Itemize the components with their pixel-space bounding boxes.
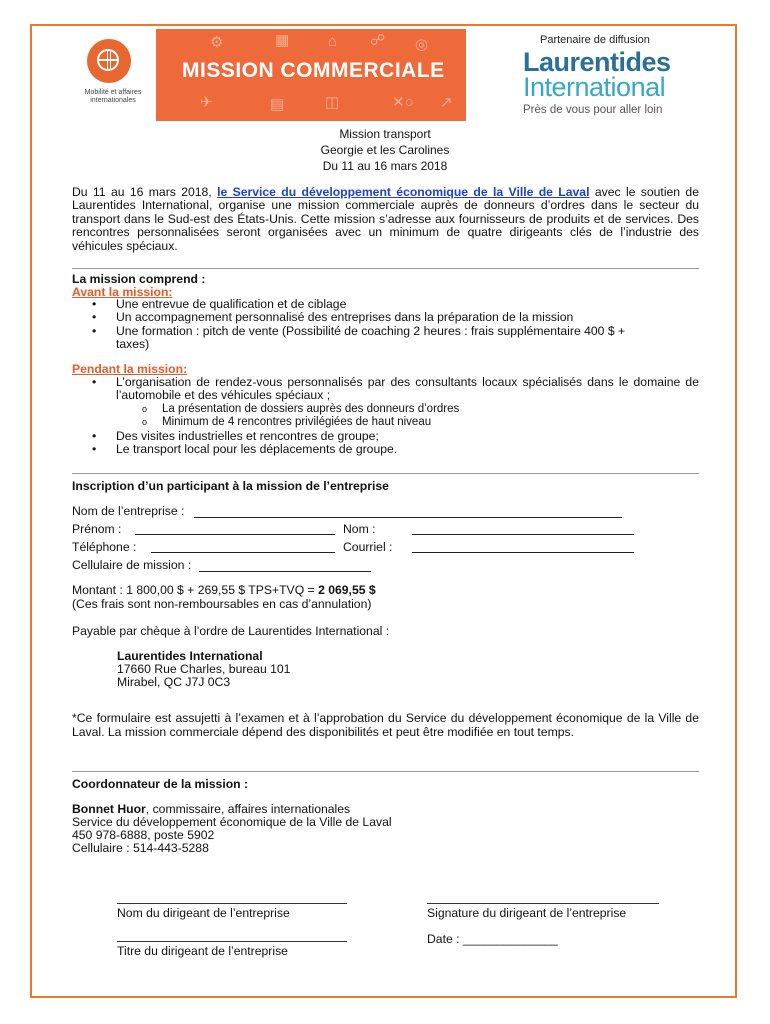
plane-icon: ✈ [200, 94, 213, 111]
includes-title: La mission comprend : [72, 272, 206, 286]
disclaimer-text: *Ce formulaire est assujetti à l’examen et à l’approbation du Service du développement économique de la Ville de Laval. La mission commerciale dépend des disponibilités et peut être modifiée en tout temps. [72, 711, 699, 739]
coordinator-role: , commissaire, affaires internationales [145, 802, 351, 816]
phone-label: Téléphone : [72, 540, 137, 554]
address-line-2: Mirabel, QC J7J 0C3 [117, 675, 231, 689]
laurentides-logo [523, 47, 703, 116]
coordinator-name: Bonnet Huor [72, 802, 146, 816]
intro-start: Du 11 au 16 mars 2018, [72, 185, 218, 199]
amount-total: 2 069,55 $ [318, 583, 376, 597]
intro-rest: avec le soutien de Laurentides International, organise une mission commerciale auprès de donneurs d’ordres dans le secteur du transport dans le Sud-est des États-Unis. Cette mission s’adresse aux fournisseurs de produits et de services. Des rencontres personnalisées seront organisées avec un minimum de quatre dirigeants clés de l’industrie des véhicules spéciaux. [72, 185, 699, 253]
phone-row [72, 540, 136, 554]
heading-line-1: Mission transport [339, 127, 431, 141]
company-field[interactable] [194, 505, 622, 518]
date-field[interactable]: ______________ [462, 932, 558, 946]
logo-word-laurentides: Laurentides [523, 47, 671, 77]
mobile-label: Cellulaire de mission : [72, 558, 192, 572]
factory-icon: ⌂ [328, 33, 338, 50]
title-signature-line[interactable] [117, 941, 347, 942]
arrow-icon: ↗ [440, 94, 453, 111]
divider-1 [72, 268, 699, 269]
globe-deco-icon: ◎ [415, 36, 429, 53]
intro-paragraph [72, 186, 699, 253]
firstname-row [72, 522, 121, 536]
coordinator-org: Service du développement économique de la Ville de Laval [72, 815, 392, 829]
firstname-label: Prénom : [72, 522, 122, 536]
coordinator-name-row [72, 802, 350, 816]
address-line-1: 17660 Rue Charles, bureau 101 [117, 662, 291, 676]
email-field[interactable] [412, 540, 634, 553]
sub-list-item: o Minimum de 4 rencontres privilégiées de haut niveau [72, 416, 699, 429]
company-row [72, 504, 622, 518]
list-item: • Une entrevue de qualification et de ciblage [72, 298, 699, 311]
list-item: • Une formation : pitch de vente (Possibilité de coaching 2 heures : frais supplémentaire 400 $ + taxes) [72, 325, 699, 352]
lastname-field[interactable] [412, 522, 634, 535]
coordinator-phone: 450 978-6888, poste 5902 [72, 828, 215, 842]
divider-2 [72, 473, 699, 474]
lastname-label: Nom : [343, 522, 376, 536]
signature-label: Signature du dirigeant de l’entreprise [427, 906, 627, 920]
firstname-field[interactable] [135, 522, 335, 535]
amount-row [72, 583, 376, 597]
company-label: Nom de l’entreprise : [72, 504, 185, 518]
mobility-logo [70, 29, 156, 121]
title-label: Titre du dirigeant de l’entreprise [117, 944, 288, 958]
during-mission-list [72, 376, 699, 456]
before-mission-list [72, 298, 699, 352]
amount-note: (Ces frais sont non-remboursables en cas d’annulation) [72, 597, 372, 611]
cart-icon: ◫ [325, 94, 340, 111]
globe-icon [97, 49, 119, 71]
network-icon: ☍ [370, 32, 386, 49]
name-label: Nom du dirigeant de l’entreprise [117, 906, 290, 920]
logo-slogan: Près de vous pour aller loin [523, 104, 663, 116]
phone-field[interactable] [151, 540, 335, 553]
before-mission-title: Avant la mission: [72, 285, 173, 299]
during-mission-title: Pendant la mission: [72, 362, 188, 376]
amount-text: Montant : 1 800,00 $ + 269,55 $ TPS+TVQ = [72, 583, 319, 597]
mobile-row [72, 558, 371, 572]
sub-list-item: o La présentation de dossiers auprès des donneurs d’ordres [72, 403, 699, 416]
payable-text: Payable par chèque à l’ordre de Laurentides International : [72, 624, 390, 638]
building-icon: ▦ [275, 32, 290, 49]
coordinator-mobile: Cellulaire : 514-443-5288 [72, 841, 209, 855]
heading-line-3: Du 11 au 16 mars 2018 [322, 159, 448, 173]
name-signature-line[interactable] [117, 903, 347, 904]
logo-word-international: International [523, 72, 666, 102]
list-item: • Des visites industrielles et rencontres de groupe; [72, 430, 699, 443]
partner-label: Partenaire de diffusion [540, 34, 650, 46]
coordinator-title: Coordonnateur de la mission : [72, 777, 249, 791]
list-item: • Le transport local pour les déplacements de groupe. [72, 443, 699, 456]
chart-icon: ▤ [270, 96, 285, 113]
list-item: • Un accompagnement personnalisé des entreprises dans la préparation de la mission [72, 311, 699, 324]
laval-service-link[interactable]: le Service du développement économique de la Ville de Laval [217, 185, 590, 199]
banner-title: MISSION COMMERCIALE [182, 59, 445, 82]
mobile-field[interactable] [199, 559, 371, 572]
signature-line[interactable] [427, 903, 659, 904]
date-row [427, 932, 558, 946]
heading-line-2: Georgie et les Carolines [320, 143, 450, 157]
gear-icon: ⚙ [210, 34, 224, 51]
mission-banner [70, 29, 466, 121]
address-name: Laurentides International [117, 649, 263, 663]
strategy-icon: ✕○ [392, 94, 414, 111]
list-item: • L’organisation de rendez-vous personnalisés par des consultants locaux spécialisés dans le domaine de l’automobile et des véhicules spéciaux ; [72, 376, 699, 403]
mission-heading [0, 126, 770, 174]
date-label: Date : [427, 932, 463, 946]
logo-subtitle: Mobilité et affaires internationales [84, 89, 142, 104]
divider-3 [72, 771, 699, 772]
registration-title: Inscription d’un participant à la mission de l’entreprise [72, 479, 389, 493]
email-label: Courriel : [343, 540, 393, 554]
